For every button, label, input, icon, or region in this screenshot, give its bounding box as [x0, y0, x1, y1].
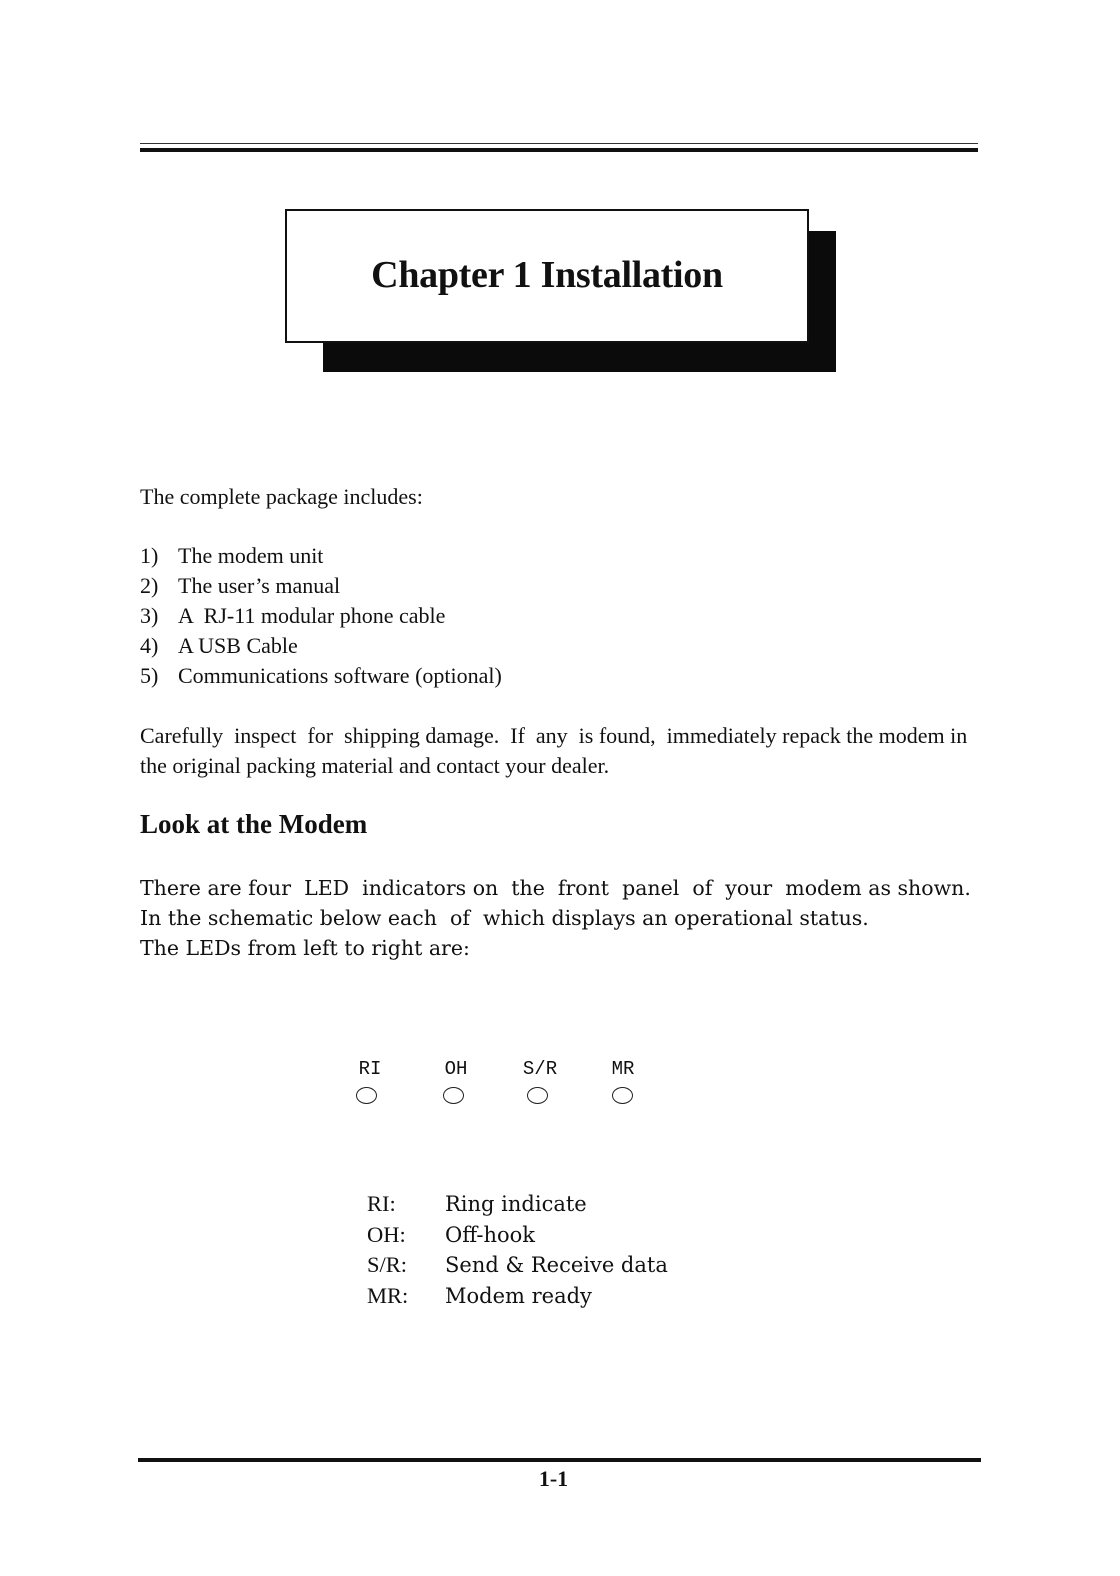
page-number: 1-1	[538, 1466, 569, 1491]
list-item	[140, 631, 502, 661]
list-item	[140, 571, 502, 601]
package-intro: The complete package includes:	[140, 484, 423, 509]
legend-value: Modem ready	[445, 1283, 592, 1308]
package-list	[140, 541, 502, 691]
inspect-paragraph: Carefully inspect for shipping damage. If any is found, immediately repack the modem in the original packing material and contact your dealer.	[140, 723, 973, 778]
led-label-sr: S/R	[522, 1058, 558, 1080]
list-item-text: The modem unit	[178, 543, 324, 568]
legend-row	[367, 1281, 668, 1312]
list-item	[140, 601, 502, 631]
legend-row	[367, 1250, 668, 1281]
legend-value: Ring indicate	[445, 1192, 587, 1216]
led-label-oh: OH	[444, 1058, 468, 1080]
list-item-text: The user’s manual	[178, 573, 341, 598]
led-description-line: The LEDs from left to right are:	[140, 936, 470, 960]
list-item-number: 2)	[140, 573, 159, 598]
list-item-number: 4)	[140, 633, 159, 658]
list-item-text: A USB Cable	[178, 633, 298, 658]
led-description-line: There are four LED indicators on the front panel of your modem as shown.	[140, 876, 971, 900]
legend-key: MR:	[367, 1282, 409, 1308]
led-oh-icon	[443, 1087, 464, 1104]
legend-value: Send & Receive data	[445, 1253, 668, 1277]
led-label-ri: RI	[358, 1058, 382, 1080]
list-item-number: 5)	[140, 663, 159, 688]
led-description-line: In the schematic below each of which displays an operational status.	[140, 906, 869, 930]
bottom-rule	[138, 1458, 981, 1462]
list-item	[140, 541, 502, 571]
led-mr-icon	[612, 1087, 633, 1104]
list-item-text: A RJ-11 modular phone cable	[178, 603, 446, 628]
led-sr-icon	[527, 1087, 548, 1104]
legend-value: Off-hook	[445, 1222, 536, 1247]
led-legend	[367, 1189, 668, 1311]
list-item-number: 1)	[140, 543, 159, 568]
top-rule-thick	[140, 148, 978, 152]
led-description	[140, 873, 990, 963]
chapter-box	[285, 209, 809, 343]
led-label-mr: MR	[611, 1058, 635, 1080]
legend-row	[367, 1220, 668, 1251]
led-ri-icon	[356, 1087, 377, 1104]
legend-key: S/R:	[367, 1252, 408, 1277]
list-item-text: Communications software (optional)	[178, 663, 502, 688]
legend-key: OH:	[367, 1221, 406, 1247]
legend-key: RI:	[367, 1191, 396, 1216]
list-item	[140, 661, 502, 691]
legend-row	[367, 1189, 668, 1220]
list-item-number: 3)	[140, 603, 159, 628]
top-rule-thin	[140, 143, 978, 144]
section-heading: Look at the Modem	[140, 809, 368, 839]
chapter-title: Chapter 1 Installation	[371, 254, 723, 296]
